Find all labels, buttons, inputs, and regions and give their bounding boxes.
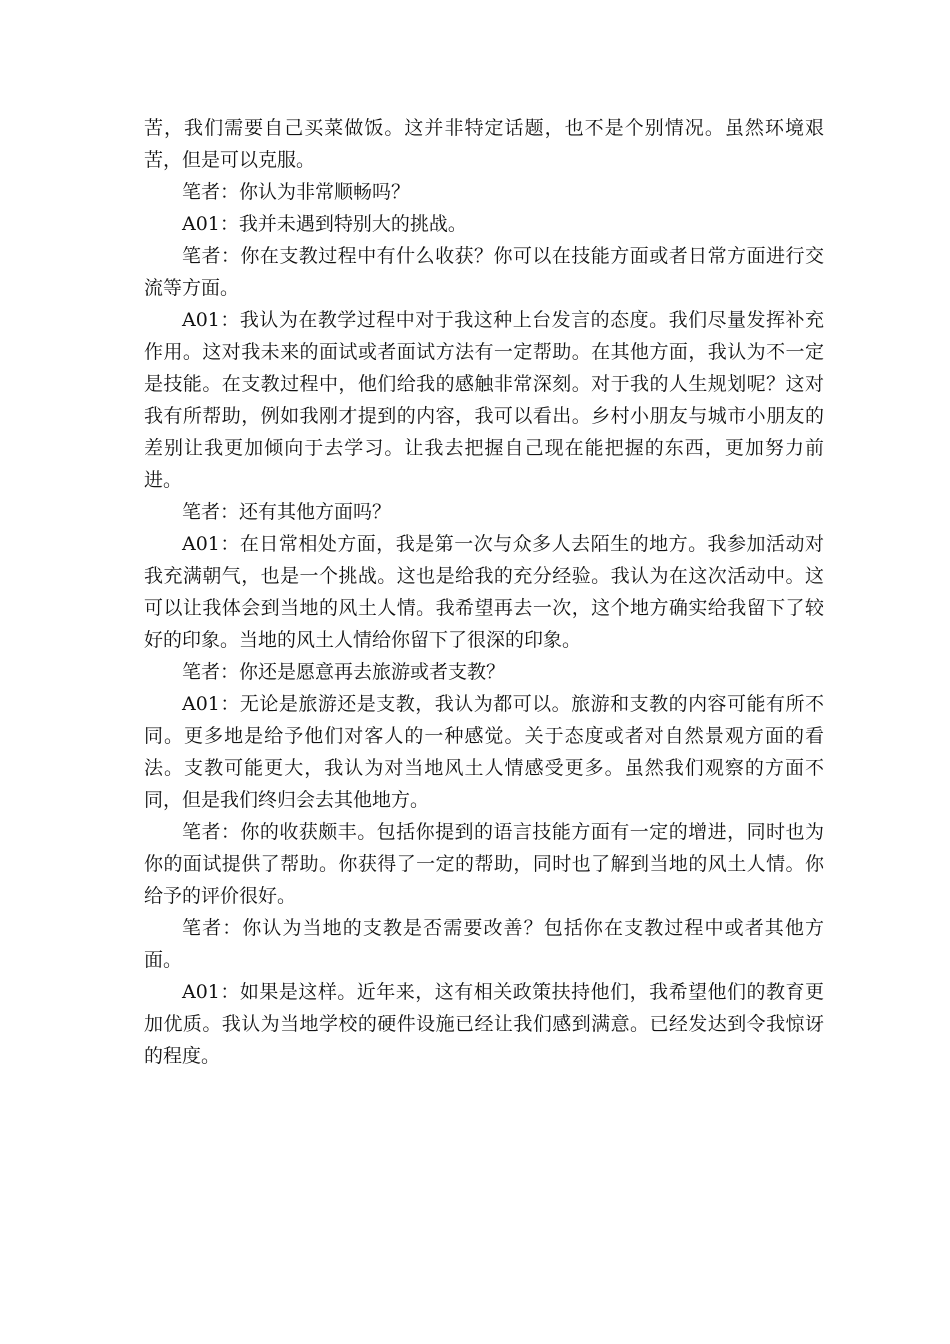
paragraph-interviewer-question: 笔者：你认为当地的支教是否需要改善？包括你在支教过程中或者其他方面。 bbox=[144, 917, 824, 971]
paragraph-interviewer-question: 笔者：还有其他方面吗？ bbox=[182, 501, 392, 523]
paragraph-interviewer-comment: 笔者：你的收获颇丰。包括你提到的语言技能方面有一定的增进，同时也为你的面试提供了帮助。你获得了一定的帮助，同时也了解到当地的风土人情。你给予的评价很好。 bbox=[144, 821, 824, 907]
paragraph-interviewer-question: 笔者：你在支教过程中有什么收获？你可以在技能方面或者日常方面进行交流等方面。 bbox=[144, 245, 824, 299]
paragraph-respondent-answer: A01：我认为在教学过程中对于我这种上台发言的态度。我们尽量发挥补充作用。这对我未来的面试或者面试方法有一定帮助。在其他方面，我认为不一定是技能。在支教过程中，他们给我的感触非常深刻。对于我的人生规划呢？这对我有所帮助，例如我刚才提到的内容，我可以看出。乡村小朋友与城市小朋友的差别让我更加倾向于去学习。让我去把握自己现在能把握的东西，更加努力前进。 bbox=[144, 309, 824, 491]
paragraph-continuation: 苦，我们需要自己买菜做饭。这并非特定话题，也不是个别情况。虽然环境艰苦，但是可以克服。 bbox=[144, 117, 824, 171]
paragraph-interviewer-question: 笔者：你还是愿意再去旅游或者支教？ bbox=[182, 661, 506, 683]
paragraph-respondent-answer: A01：在日常相处方面，我是第一次与众多人去陌生的地方。我参加活动对我充满朝气，也是一个挑战。这也是给我的充分经验。我认为在这次活动中。这可以让我体会到当地的风土人情。我希望再去一次，这个地方确实给我留下了较好的印象。当地的风土人情给你留下了很深的印象。 bbox=[144, 533, 824, 651]
paragraph-respondent-answer: A01：无论是旅游还是支教，我认为都可以。旅游和支教的内容可能有所不同。更多地是给予他们对客人的一种感觉。关于态度或者对自然景观方面的看法。支教可能更大，我认为对当地风土人情感受更多。虽然我们观察的方面不同，但是我们终归会去其他地方。 bbox=[144, 693, 824, 811]
paragraph-respondent-answer: A01：如果是这样。近年来，这有相关政策扶持他们，我希望他们的教育更加优质。我认为当地学校的硬件设施已经让我们感到满意。已经发达到令我惊讶的程度。 bbox=[144, 981, 824, 1067]
document-body bbox=[144, 112, 824, 1072]
paragraph-respondent-answer: A01：我并未遇到特别大的挑战。 bbox=[182, 213, 467, 235]
paragraph-interviewer-question: 笔者：你认为非常顺畅吗？ bbox=[182, 181, 411, 203]
